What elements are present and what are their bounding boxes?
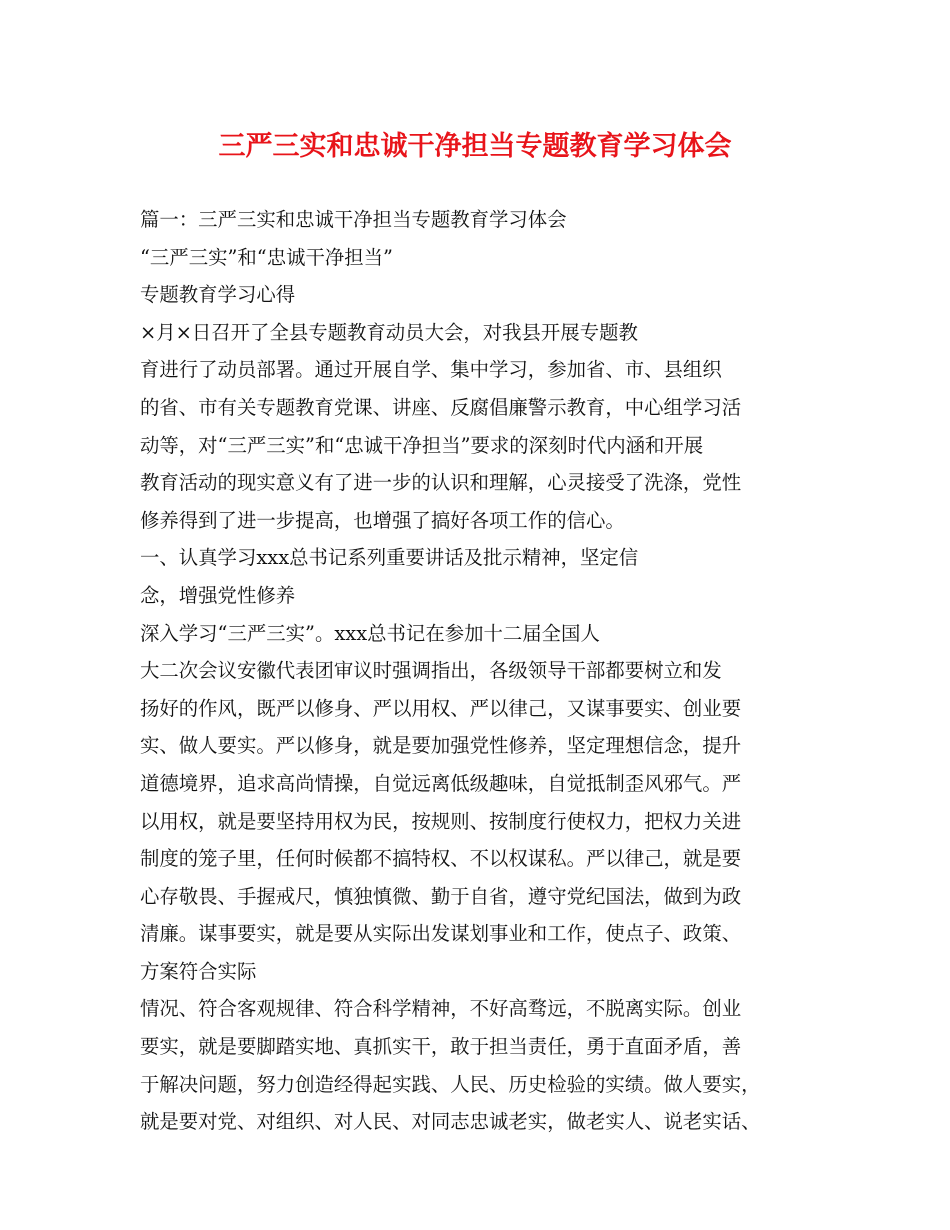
body-line: 念，增强党性修养 xyxy=(140,583,296,607)
body-line: 于解决问题，努力创造经得起实践、人民、历史检验的实绩。做人要实， xyxy=(140,1072,761,1096)
body-line: 以用权，就是要坚持用权为民，按规则、按制度行使权力，把权力关进 xyxy=(140,809,742,833)
document-title: 三严三实和忠诚干净担当专题教育学习体会 xyxy=(218,131,732,162)
body-line: 篇一：三严三实和忠诚干净担当专题教育学习体会 xyxy=(140,208,567,231)
body-line: 育进行了动员部署。通过开展自学、集中学习，参加省、市、县组织 xyxy=(140,358,722,382)
body-line: 心存敬畏、手握戒尺，慎独慎微、勤于自省，遵守党纪国法，做到为政 xyxy=(140,884,742,908)
body-line: ×月×日召开了全县专题教育动员大会，对我县开展专题教 xyxy=(140,320,638,344)
body-line: 专题教育学习心得 xyxy=(140,283,296,307)
body-line: 修养得到了进一步提高，也增强了搞好各项工作的信心。 xyxy=(140,508,625,532)
body-line: 清廉。谋事要实，就是要从实际出发谋划事业和工作，使点子、政策、 xyxy=(140,922,742,946)
body-line: 扬好的作风，既严以修身、严以用权、严以律己，又谋事要实、创业要 xyxy=(140,696,742,720)
body-line: 方案符合实际 xyxy=(140,959,257,983)
body-line: 教育活动的现实意义有了进一步的认识和理解，心灵接受了洗涤，党性 xyxy=(140,471,742,495)
body-line: 情况、符合客观规律、符合科学精神，不好高骛远，不脱离实际。创业 xyxy=(140,997,742,1021)
body-line: 要实，就是要脚踏实地、真抓实干，敢于担当责任，勇于直面矛盾，善 xyxy=(140,1035,742,1059)
body-line: 的省、市有关专题教育党课、讲座、反腐倡廉警示教育，中心组学习活 xyxy=(140,395,742,419)
body-line: 制度的笼子里，任何时候都不搞特权、不以权谋私。严以律己，就是要 xyxy=(140,847,742,871)
body-line: “三严三实”和“忠诚干净担当” xyxy=(140,245,393,269)
body-line: 动等，对“三严三实”和“忠诚干净担当”要求的深刻时代内涵和开展 xyxy=(140,433,704,457)
body-line: 道德境界，追求高尚情操，自觉远离低级趣味，自觉抵制歪风邪气。严 xyxy=(140,771,742,795)
body-line: 实、做人要实。严以修身，就是要加强党性修养，坚定理想信念，提升 xyxy=(140,734,742,758)
body-line: 深入学习“三严三实”。xxx总书记在参加十二届全国人 xyxy=(140,621,600,645)
body-line: 大二次会议安徽代表团审议时强调指出，各级领导干部都要树立和发 xyxy=(140,659,722,683)
body-line: 就是要对党、对组织、对人民、对同志忠诚老实，做老实人、说老实话、 xyxy=(140,1110,761,1134)
body-line: 一、认真学习xxx总书记系列重要讲话及批示精神，坚定信 xyxy=(140,546,639,570)
document-body xyxy=(140,201,820,1141)
